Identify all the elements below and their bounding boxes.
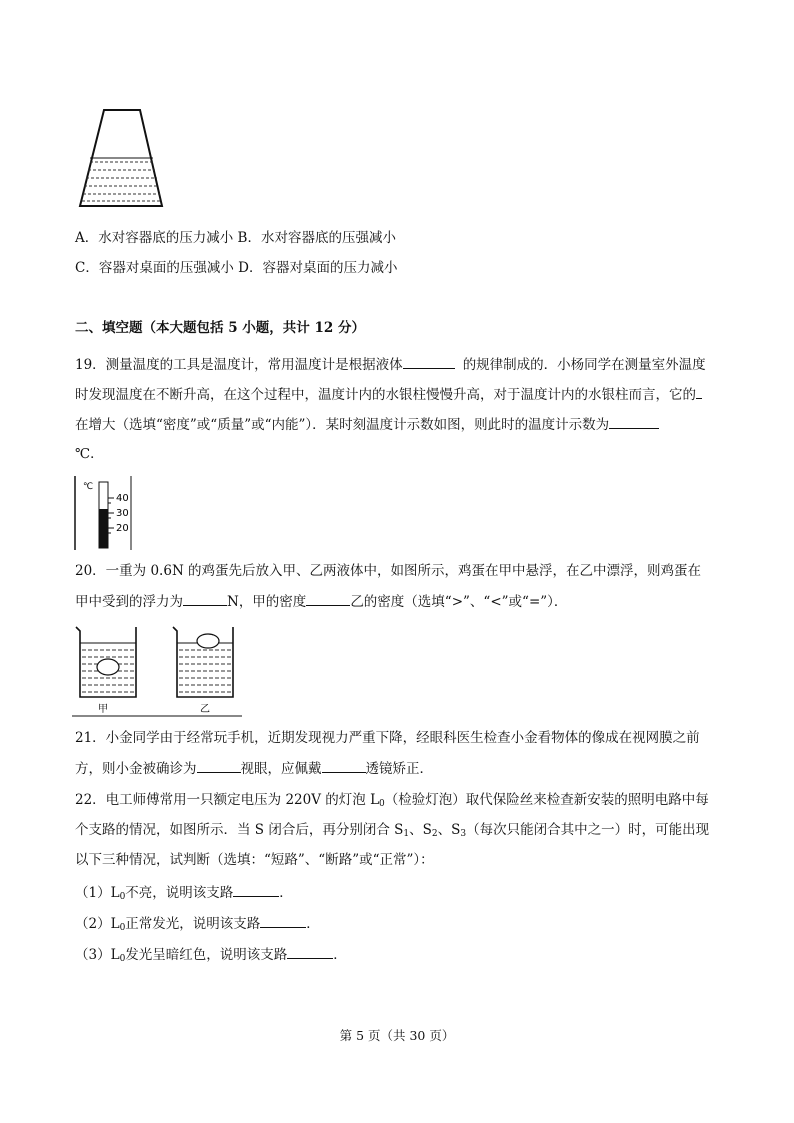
q19-blank-3[interactable] [609,414,659,429]
beakers-figure [72,623,244,717]
tick-30: 30 [116,508,129,519]
q21-line2: 方，则小金被确诊为 视眼，应佩戴 透镜矫正． [75,758,433,779]
q22-case3: $(3)L_0$发光呈暗红色，说明该支路 ． [75,944,347,969]
beaker-label-a: 甲 [98,704,108,715]
q22-blank-2[interactable] [260,913,306,928]
q22-blank-3[interactable] [287,944,333,959]
q20-blank-1[interactable] [183,591,227,606]
q19-blank-2[interactable] [696,384,702,399]
option-c: C．容器对桌面的压强减小 [75,260,234,276]
thermo-unit: ℃ [83,482,94,492]
page-footer: 第 5 页（共 30 页） [339,1028,455,1043]
q22-case1: $(1)L_0$不亮，说明该支路 ． [75,882,293,907]
q19-line3: 在增大（选填“密度”或“质量”或“内能”）．某时刻温度计示数如图，则此时的温度计示数为 [75,414,659,435]
q22-line1: 22．电工师傅常用一只额定电压为 220V 的灯泡 $L_0$（检验灯泡）取代保险丝来检查新安装的照明电路中每 [75,792,709,809]
q18-options-row1 [75,228,396,248]
thermometer-figure [74,476,136,550]
q22-blank-1[interactable] [233,882,279,897]
container-figure [74,106,170,210]
section-heading: 二、填空题（本大题包括 5 小题，共计 12 分） [75,320,365,336]
q21-line1: 21．小金同学由于经常玩手机，近期发现视力严重下降，经眼科医生检查小金看物体的像成在视网膜之前 [75,730,700,746]
q21-blank-2[interactable] [322,758,366,773]
q20-line2: 甲中受到的浮力为 N，甲的密度 乙的密度（选填“>”、“<”或“=”）． [75,591,567,612]
q22-case2: $(2)L_0$正常发光，说明该支路 ． [75,913,320,938]
q19-line2: 时发现温度在不断升高，在这个过程中，温度计内的水银柱慢慢升高，对于温度计内的水银柱而言，它的 [75,384,702,405]
option-d: D．容器对桌面的压力减小 [238,260,398,276]
q20-line1: 20．一重为 0.6N 的鸡蛋先后放入甲、乙两液体中，如图所示，鸡蛋在甲中悬浮，在乙中漂浮，则鸡蛋在 [75,563,702,579]
q19-line4: ℃． [75,446,104,462]
q18-options-row2 [75,258,397,278]
beaker-label-b: 乙 [200,704,210,715]
q22-line2: 个支路的情况，如图所示．当 S 闭合后，再分别闭合 $S_1$、$S_2$、$S_3$（每次只能闭合其中之一）时，可能出现 [75,822,710,839]
q19-line1: 19．测量温度的工具是温度计，常用温度计是根据液体 的规律制成的．小杨同学在测量室外温度 [75,354,706,375]
tick-20: 20 [116,523,129,534]
q20-blank-2[interactable] [306,591,350,606]
q21-blank-1[interactable] [197,758,241,773]
q19-blank-1[interactable] [403,354,455,369]
option-a: A．水对容器底的压力减小 [75,230,234,246]
tick-40: 40 [116,493,129,504]
option-b: B．水对容器底的压强减小 [237,230,396,246]
q22-line3: 以下三种情况，试判断（选填：“短路”、“断路”或“正常”）： [75,852,434,868]
